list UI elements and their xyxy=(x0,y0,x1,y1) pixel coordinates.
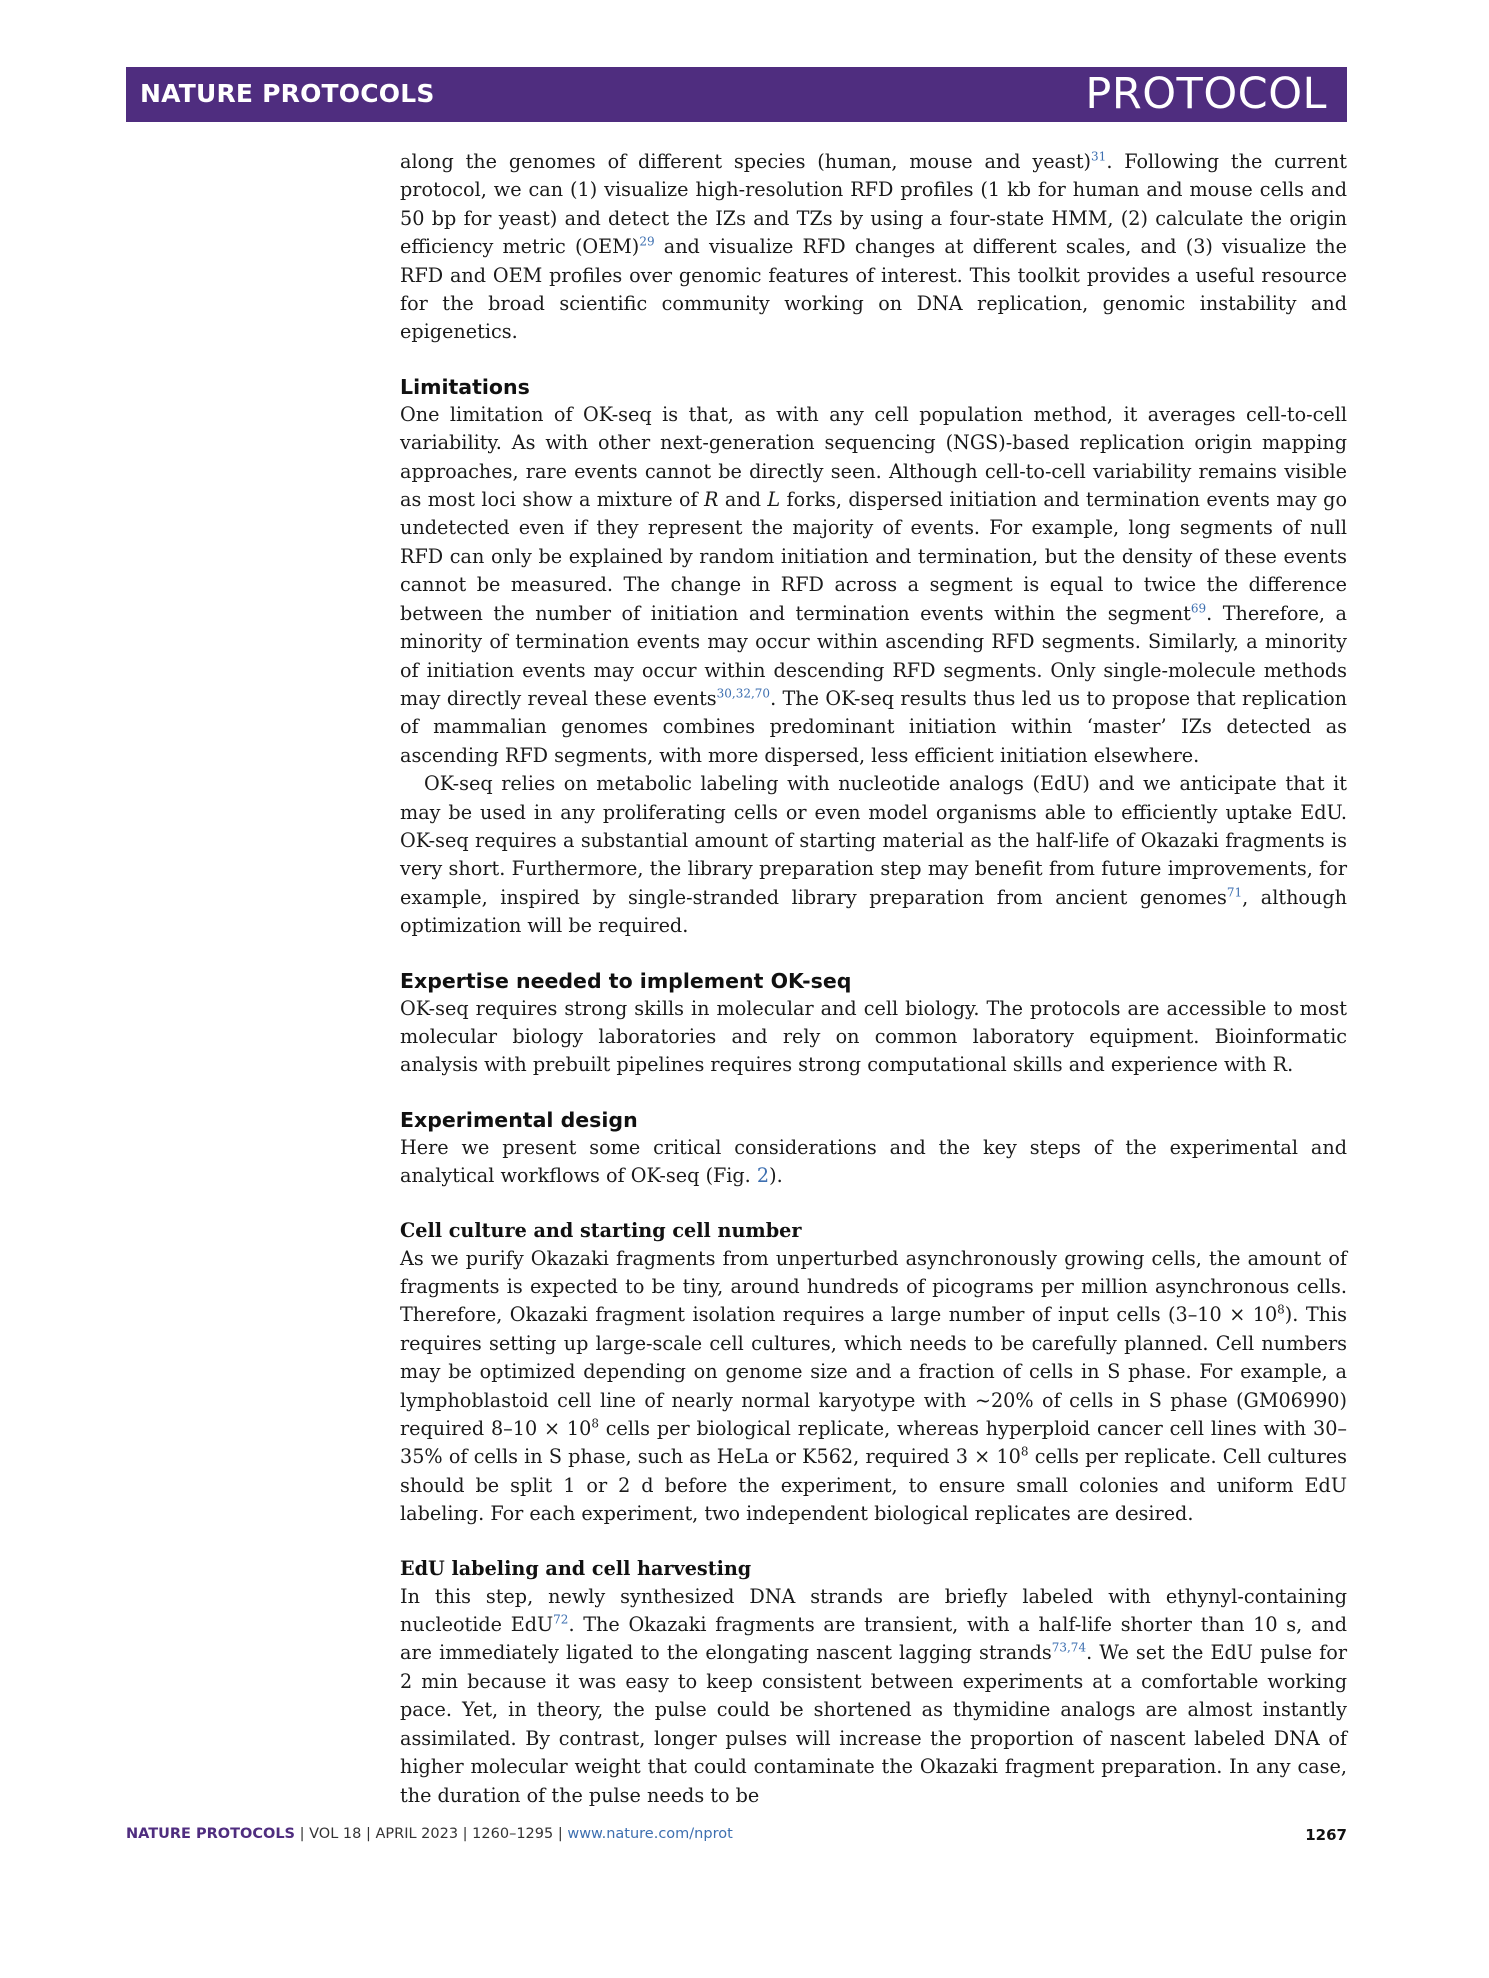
limitations-paragraph-2: OK-seq relies on metabolic labeling with nucleotide analogs (EdU) and we anticipate that it may be used in any proliferating cells or even model organisms able to efficiently uptake EdU. OK-seq requires a substantial amount of starting material as the half-life of Okazaki fragments is very short. Furthermore, the library preparation step may benefit from future improvements, for example, inspired by single-stranded library preparation from ancient genomes$^{71}$, although optimization will be required. xyxy=(400,772,1347,938)
article-type: PROTOCOL xyxy=(1085,69,1327,119)
figure-link[interactable]: 2 xyxy=(756,1164,770,1188)
citation-link[interactable]: 30,32,70 xyxy=(716,686,771,701)
edu-labeling-paragraph: In this step, newly synthesized DNA strands are briefly labeled with ethynyl-containing nucleotide EdU$^{72}$. The Okazaki fragments are transient, with a half-life shorter than 10 s, and are immediately ligated to the elongating nascent lagging strands$^{73,74}$. We set the EdU pulse for 2 min because it was easy to keep consistent between experiments at a comfortable working pace. Yet, in theory, the pulse could be shortened as thymidine analogs are almost instantly assimilated. By contrast, longer pulses will increase the proportion of nascent labeled DNA of higher molecular weight that could contaminate the Okazaki fragment preparation. In any case, the duration of the pulse needs to be xyxy=(400,1584,1347,1807)
citation-link[interactable]: 71 xyxy=(1226,885,1243,900)
section-heading-limitations: Limitations xyxy=(400,374,530,399)
footer-url-link[interactable]: www.nature.com/nprot xyxy=(567,1826,733,1842)
citation-link[interactable]: 69 xyxy=(1190,601,1207,616)
footer-pages: 1260–1295 xyxy=(472,1826,554,1842)
page-number: 1267 xyxy=(1305,1826,1347,1844)
citation-link[interactable]: 31 xyxy=(1091,149,1107,164)
subsection-heading-cell-culture: Cell culture and starting cell number xyxy=(400,1218,802,1242)
citation-link[interactable]: 72 xyxy=(553,1612,569,1627)
page-header xyxy=(126,67,1347,122)
expertise-paragraph: OK-seq requires strong skills in molecular and cell biology. The protocols are accessible to most molecular biology laboratories and rely on common laboratory equipment. Bioinformatic analysis with prebuilt pipelines requires strong computational skills and experience with R. xyxy=(400,996,1347,1077)
subsection-heading-edu-labeling: EdU labeling and cell harvesting xyxy=(400,1556,752,1580)
footer-journal: NATURE PROTOCOLS xyxy=(126,1826,296,1842)
article-body xyxy=(400,148,1347,1810)
cell-culture-paragraph: As we purify Okazaki fragments from unperturbed asynchronously growing cells, the amount of fragments is expected to be tiny, around hundreds of picograms per million asynchronous cells. Therefore, Okazaki fragment isolation requires a large number of input cells $(3-10 \times 10^8)$. This requires setting up large-scale cell cultures, which needs to be carefully planned. Cell numbers may be optimized depending on genome size and a fraction of cells in S phase. For example, a lymphoblastoid cell line of nearly normal karyotype with ~20% of cells in S phase (GM06990) required $8-10 \times 10^8$ cells per biological replicate, whereas hyperploid cancer cell lines with 30–35% of cells in S phase, such as HeLa or K562, required $3 \times 10^8$ cells per replicate. Cell cultures should be split 1 or 2 d before the experiment, to ensure small colonies and uniform EdU labeling. For each experiment, two independent biological replicates are desired. xyxy=(400,1246,1347,1526)
citation-link[interactable]: 73,74 xyxy=(1051,1641,1087,1656)
journal-name: NATURE PROTOCOLS xyxy=(140,79,435,108)
footer-volume: VOL 18 xyxy=(309,1826,362,1842)
section-heading-experimental-design: Experimental design xyxy=(400,1107,638,1132)
design-paragraph: Here we present some critical considerations and the key steps of the experimental and analytical workflows of OK-seq (Fig. 2). xyxy=(400,1135,1347,1188)
intro-paragraph: along the genomes of different species (human, mouse and yeast)$^{31}$. Following the current protocol, we can (1) visualize high-resolution RFD profiles (1 kb for human and mouse cells and 50 bp for yeast) and detect the IZs and TZs by using a four-state HMM, (2) calculate the origin efficiency metric (OEM)$^{29}$ and visualize RFD changes at different scales, and (3) visualize the RFD and OEM profiles over genomic features of interest. This toolkit provides a useful resource for the broad scientific community working on DNA replication, genomic instability and epigenetics. xyxy=(400,149,1347,344)
limitations-paragraph-1: One limitation of OK-seq is that, as with any cell population method, it averages cell-to-cell variability. As with other next-generation sequencing (NGS)-based replication origin mapping approaches, rare events cannot be directly seen. Although cell-to-cell variability remains visible as most loci show a mixture of R and L forks, dispersed initiation and termination events may go undetected even if they represent the majority of events. For example, long segments of null RFD can only be explained by random initiation and termination, but the density of these events cannot be measured. The change in RFD across a segment is equal to twice the difference between the number of initiation and termination events within the segment$^{69}$. Therefore, a minority of termination events may occur within ascending RFD segments. Similarly, a minority of initiation events may occur within descending RFD segments. Only single-molecule methods may directly reveal these events$^{30,32,70}$. The OK-seq results thus led us to propose that replication of mammalian genomes combines predominant initiation within ‘master’ IZs detected as ascending RFD segments, with more dispersed, less efficient initiation elsewhere. xyxy=(400,402,1347,767)
citation-link[interactable]: 29 xyxy=(639,234,655,249)
footer-date: APRIL 2023 xyxy=(375,1826,459,1842)
section-heading-expertise: Expertise needed to implement OK-seq xyxy=(400,968,852,993)
page-footer: NATURE PROTOCOLS | VOL 18 | APRIL 2023 | 1260–1295 | www.nature.com/nprot 1267 xyxy=(126,1826,1347,1844)
